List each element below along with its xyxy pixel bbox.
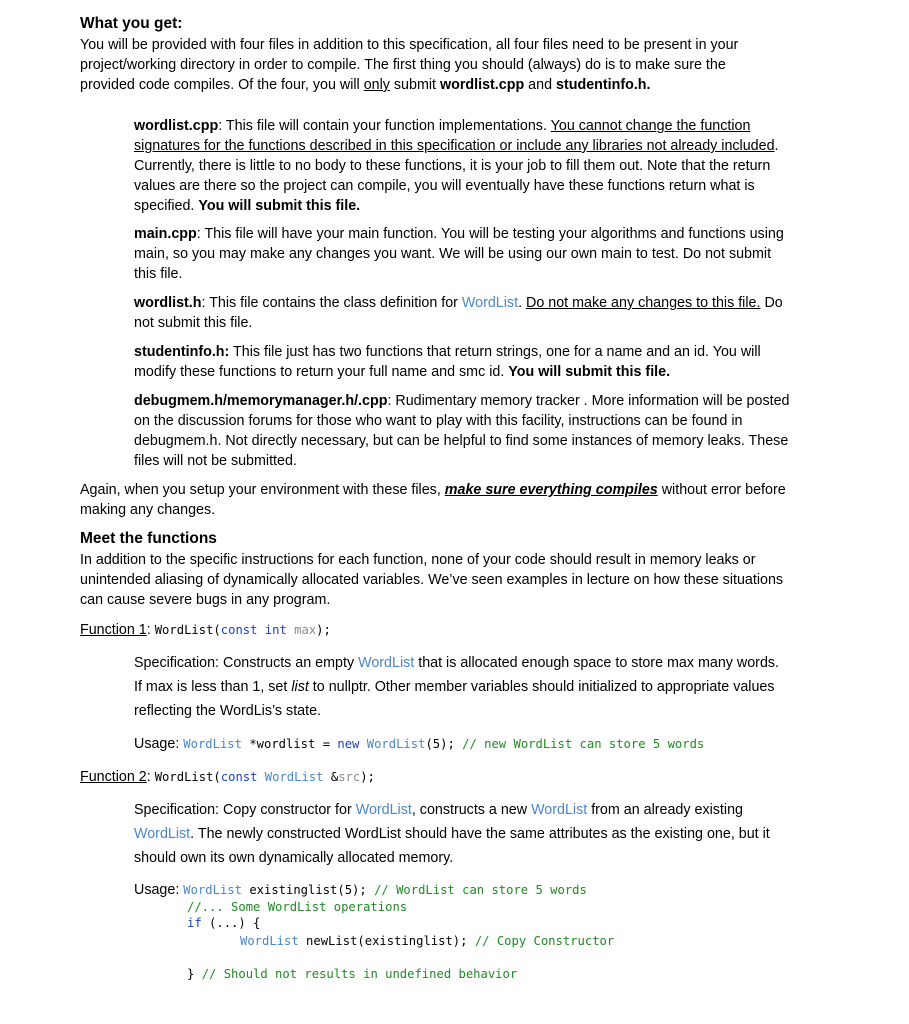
text-span: Again, when you setup your environment with these files, (80, 482, 445, 498)
class-name: WordList (461, 295, 519, 311)
function-1-spec-line-1 (134, 651, 779, 675)
section-heading-meet-functions: Meet the functions (80, 530, 217, 547)
code-class: WordList (240, 934, 299, 948)
code-keyword: new (337, 737, 360, 751)
debugmem-line-2: on the discussion forums for those who want to play with this facility, instructions can be found in (134, 413, 743, 429)
code-span: (5); (425, 737, 463, 751)
wordlist-cpp-line-1 (134, 116, 750, 136)
meet-line-2: unintended aliasing of dynamically allocated variables. We’ve seen examples in lecture on how these situations (80, 572, 784, 588)
text-span: If max is less than 1, set (134, 679, 292, 695)
underlined-text: signatures for the functions described in this specification or include any libraries not already included (134, 138, 775, 154)
text-span: . (518, 295, 527, 311)
text-span: from an already existing (587, 802, 743, 818)
code-comment: // Copy Constructor (474, 934, 615, 948)
code-class: WordList (257, 770, 324, 784)
intro-line-2: project/working directory in order to compile. The first thing you should (always) do is to make sure the (80, 57, 726, 73)
code-comment: // Should not results in undefined behavior (201, 967, 518, 981)
wordlist-cpp-line-5 (134, 196, 360, 216)
class-name: WordList (355, 802, 412, 818)
main-cpp-line-3: this file. (134, 266, 183, 282)
text-span: modify these functions to return your full name and smc id. (134, 364, 509, 380)
code-comment: //... Some WordList operations (187, 900, 408, 914)
class-name: WordList (358, 655, 415, 671)
function-label: Function 1 (80, 622, 147, 638)
text-span: that is allocated enough space to store max many words. (414, 655, 780, 671)
studentinfo-h-line-1 (134, 342, 761, 362)
text-span: : (146, 622, 155, 638)
wordlist-cpp-line-4: values are there so the project can compile, you will eventually have these functions return what is (134, 178, 755, 194)
meet-line-3: can cause severe bugs in any program. (80, 592, 331, 608)
code-span: *wordlist = (241, 737, 338, 751)
text-span: : This file will have your main function. You will be testing your algorithms and functions using (196, 226, 784, 242)
code-keyword: const (220, 623, 258, 637)
code-span: WordList( (154, 623, 221, 637)
code-span: WordList( (154, 770, 221, 784)
code-comment: // WordList can store 5 words (374, 883, 587, 897)
bold-text: You will submit this file. (198, 198, 361, 214)
function-1-spec-line-3: reflecting the WordLis’s state. (134, 703, 322, 719)
file-name: debugmem.h/memorymanager.h/.cpp (134, 393, 388, 409)
main-cpp-line-1 (134, 224, 784, 244)
code-span: newList(existinglist); (298, 934, 475, 948)
usage-label: Usage: (134, 882, 184, 898)
file-name: studentinfo.h: (134, 344, 230, 360)
emphasis-only: only (363, 77, 390, 93)
text-span: without error before (657, 482, 786, 498)
code-span: } (187, 967, 202, 981)
function-2-spec-line-2 (134, 822, 770, 846)
debugmem-line-1 (134, 391, 789, 411)
again-line-2: making any changes. (80, 502, 216, 518)
wordlist-h-line-2: not submit this file. (134, 315, 253, 331)
text-span: : Rudimentary memory tracker . More information will be posted (387, 393, 790, 409)
file-name: wordlist.h (134, 295, 202, 311)
file-name-studentinfo-h: studentinfo.h. (556, 77, 651, 93)
usage-label: Usage: (134, 736, 184, 752)
bold-text: You will submit this file. (508, 364, 671, 380)
code-class: WordList (183, 737, 242, 751)
text-span: This file just has two functions that return strings, one for a name and an id. You will (229, 344, 761, 360)
function-2-usage-line-5 (187, 965, 517, 983)
file-name-wordlist-cpp: wordlist.cpp (440, 77, 525, 93)
function-1-signature (80, 620, 331, 640)
studentinfo-h-line-2 (134, 362, 670, 382)
text-span: to nullptr. Other member variables should initialized to appropriate values (308, 679, 775, 695)
code-class: WordList (359, 737, 426, 751)
code-span: & (323, 770, 339, 784)
underlined-text: You cannot change the function (550, 118, 751, 134)
function-2-spec-line-3: should own its own dynamically allocated memory. (134, 850, 454, 866)
file-name: main.cpp (134, 226, 197, 242)
function-2-usage-line-4 (240, 932, 614, 950)
code-keyword: int (257, 623, 287, 637)
intro-line-1: You will be provided with four files in addition to this specification, all four files need to be present in your (80, 37, 739, 53)
text-span: Do (760, 295, 783, 311)
function-2-signature (80, 767, 375, 787)
file-name: wordlist.cpp (134, 118, 219, 134)
italic-text: list (291, 679, 309, 695)
section-heading-what-you-get: What you get: (80, 15, 183, 32)
text-span: provided code compiles. Of the four, you will (80, 77, 364, 93)
code-span: ); (360, 770, 375, 784)
class-name: WordList (531, 802, 588, 818)
code-span: (...) { (201, 916, 261, 930)
text-span: : This file contains the class definition for (201, 295, 462, 311)
debugmem-line-4: files will not be submitted. (134, 453, 297, 469)
again-line-1 (80, 480, 786, 500)
intro-line-3 (80, 75, 651, 95)
wordlist-h-line-1 (134, 293, 783, 313)
text-span: , constructs a new (411, 802, 532, 818)
function-1-spec-line-2 (134, 675, 775, 699)
main-cpp-line-2: main, so you may make any changes you want. We will be using our own main to test. Do not submit (134, 246, 772, 262)
code-comment: // new WordList can store 5 words (462, 737, 705, 751)
code-keyword: const (220, 770, 258, 784)
text-span: Specification: Copy constructor for (134, 802, 356, 818)
code-param: max (286, 623, 317, 637)
meet-line-1: In addition to the specific instructions for each function, none of your code should result in memory leaks or (80, 552, 756, 568)
debugmem-line-3: debugmem.h. Not directly necessary, but can be helpful to find some instances of memory leaks. These (134, 433, 789, 449)
text-span: . The newly constructed WordList should have the same attributes as the existing one, but it (190, 826, 770, 842)
text-span: Specification: Constructs an empty (134, 655, 359, 671)
text-span: and (524, 77, 557, 93)
text-span: . (774, 138, 779, 154)
function-2-usage-line-3 (187, 914, 260, 932)
function-1-usage (134, 732, 704, 756)
text-span: : (146, 769, 155, 785)
function-label: Function 2 (80, 769, 147, 785)
wordlist-cpp-line-3: Currently, there is little to no body to these functions, it is your job to fill them out. Note that the return (134, 158, 771, 174)
text-span: : This file will contain your function implementations. (218, 118, 551, 134)
class-name: WordList (134, 826, 191, 842)
underlined-text: Do not make any changes to this file. (526, 295, 761, 311)
code-param: src (338, 770, 361, 784)
code-keyword: if (187, 916, 202, 930)
text-span: submit (389, 77, 440, 93)
function-2-spec-line-1 (134, 798, 743, 822)
wordlist-cpp-line-2 (134, 136, 779, 156)
emphasis-text: make sure everything compiles (444, 482, 658, 498)
code-span: existinglist(5); (241, 883, 375, 897)
code-class: WordList (183, 883, 242, 897)
text-span: specified. (134, 198, 199, 214)
code-span: ); (316, 623, 331, 637)
